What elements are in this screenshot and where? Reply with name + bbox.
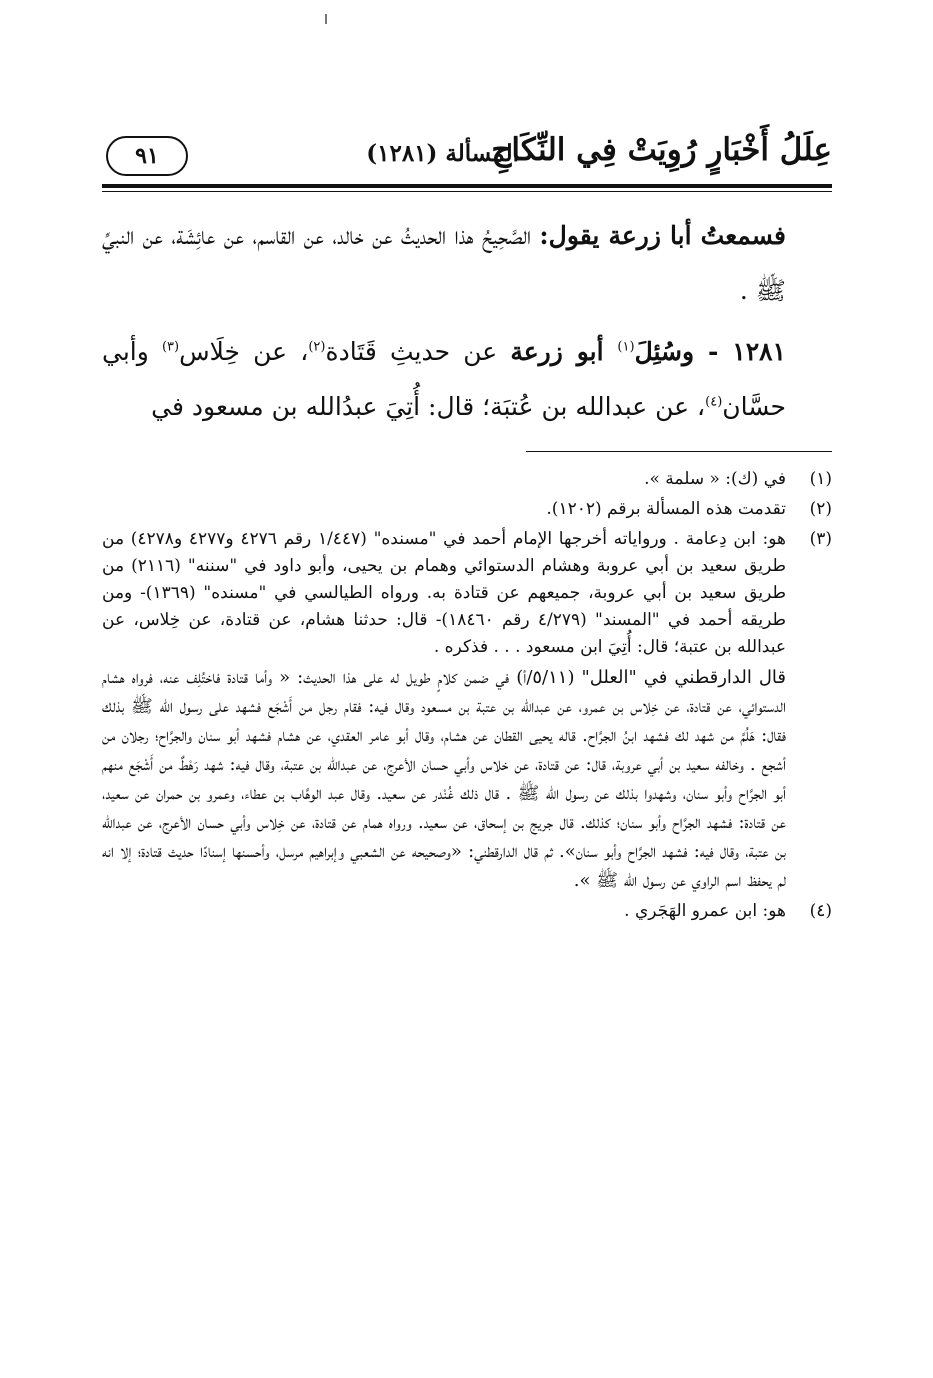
para2-name: أبو زرعة — [510, 337, 618, 366]
footnote-number: (٢) — [809, 499, 832, 519]
footnote-ref-2[interactable]: (٢) — [308, 339, 326, 355]
para2-text-4: ، عن عبدالله بن عُتبَة؛ قال: أُتِيَ عبدُالله بن مسعود في — [151, 392, 706, 421]
page-header — [102, 128, 832, 182]
para2-text-1: عن حديثِ قَتَادة — [325, 337, 511, 366]
header-rule-thick — [102, 184, 832, 188]
footnote-number: (١) — [809, 469, 832, 489]
para2-text-2: ، عن خِلَاس — [179, 337, 309, 366]
running-title: عِلَلُ أَخْبَارٍ رُوِيَتْ فِي النِّكَاحِ — [491, 132, 832, 168]
issue-number: ١٢٨١ - وسُئِلَ — [634, 337, 786, 366]
footnote-3 — [102, 526, 832, 895]
para1-text: الصَّحِيحُ هذا الحديثُ عن خالد، عن القاسم، عن عائِشَة، عن النبيِّ ﷺ . — [102, 221, 786, 305]
scan-mark — [325, 14, 327, 24]
footnotes — [102, 466, 832, 928]
footnote-ref-3[interactable]: (٣) — [161, 339, 180, 355]
footnote-text: تقدمت هذه المسألة برقم (١٢٠٢). — [546, 499, 786, 519]
issue-label: المسألة (١٢٨١) — [366, 140, 519, 167]
footnote-text: في (ك): « سلمة ». — [644, 469, 786, 489]
para2-text-3: وأبي حسَّان — [102, 337, 786, 421]
main-text — [102, 208, 832, 434]
paragraph-2 — [102, 324, 832, 434]
footnote-number: (٣) — [809, 529, 832, 549]
footnote-quote: قال الدارقطني في "العلل" (٥/١١/أ) في ضمن كلامٍ طويل له على هذا الحديث: « وأما قتادة فاختُلِف عنه، فرواه هشام الدستوائي، عن قتادة، عن خِلاس بن عمرو، عن عبدالله بن عتبة بن مسعود وقال فيه: فقام رجل من أَشْجَع فشهد على رسول الله ﷺ بذلك فقال: هَلُمَّ من شهد لك فشهد ابنُ الجرَّاح. قاله يحيى القطان عن هشام، وقال أبو عامر العقدي، عن هشام فشهد أبو سنان والجرَّاح؛ رجلان من أشجع . وخالفه سعيد بن أبي عروبة، قال: عن قتادة، عن خلاس وأبي حسان الأعرج، عن عبدالله بن عتبة، وقال فيه: شهد رَهْطٌ من أَشْجَع منهم أبو الجرَّاح وأبو سنان، وشهدوا بذلك عن رسول الله ﷺ . قال ذلك غُنْدر عن سعيد. وقال عبد الوهَّاب بن عطاء، وعمرو بن حمران عن سعيد، عن قتادة: فشهد الجرَّاح وأبو سنان؛ كذلك. قال جريج بن إسحاق، عن سعيد. ورواه همام عن قتادة، عن خِلاس وأبي حسان الأعرج، عن عبدالله بن عتبة، وقال فيه: فشهد الجرَّاح وأبو سنان». ثم قال الدارقطني: «وصحيحه عن الشعبي وإبراهيم مرسل، وأحسنها إسنادًا حديث قتادة؛ إلا انه لم يحفظ اسم الراوي عن رسول الله ﷺ ». — [102, 667, 786, 891]
footnote-ref-1[interactable]: (١) — [617, 339, 635, 355]
footnote-text: هو: ابن عمرو الهَجَري . — [624, 901, 786, 921]
footnote-2 — [102, 496, 832, 523]
footnote-1 — [102, 466, 832, 493]
footnote-number: (٤) — [809, 901, 832, 921]
footnote-4 — [102, 898, 832, 925]
footnote-ref-4[interactable]: (٤) — [705, 394, 723, 410]
footnote-separator — [526, 451, 832, 452]
header-rule-thin — [102, 191, 832, 192]
paragraph-1 — [102, 208, 832, 318]
footnote-text: هو: ابن دِعامة . ورواياته أخرجها الإمام أحمد في "مسنده" (١/٤٤٧ رقم ٤٢٧٦ و٤٢٧٧ و٤٢٧٨) من طريق سعيد بن أبي عروبة وهشام الدستوائي وهمام بن يحيى، وأبو داود في "سننه" (٢١١٦) من طريق سعيد بن أبي عروبة، جميعهم عن قتادة به. ورواه الطيالسي في "مسنده" (١٣٦٩)- ومن طريقه أحمد في "المسند" (٤/٢٧٩ رقم ١٨٤٦٠)- قال: حدثنا هشام، عن قتادة، عن خِلاس، عن عبدالله بن عتبة؛ قال: أُتِيَ ابن مسعود . . . فذكره . — [102, 529, 786, 657]
page-number: ٩١ — [106, 136, 188, 176]
para1-lead: فسمعتُ أبا زرعة يقول: — [539, 221, 786, 250]
